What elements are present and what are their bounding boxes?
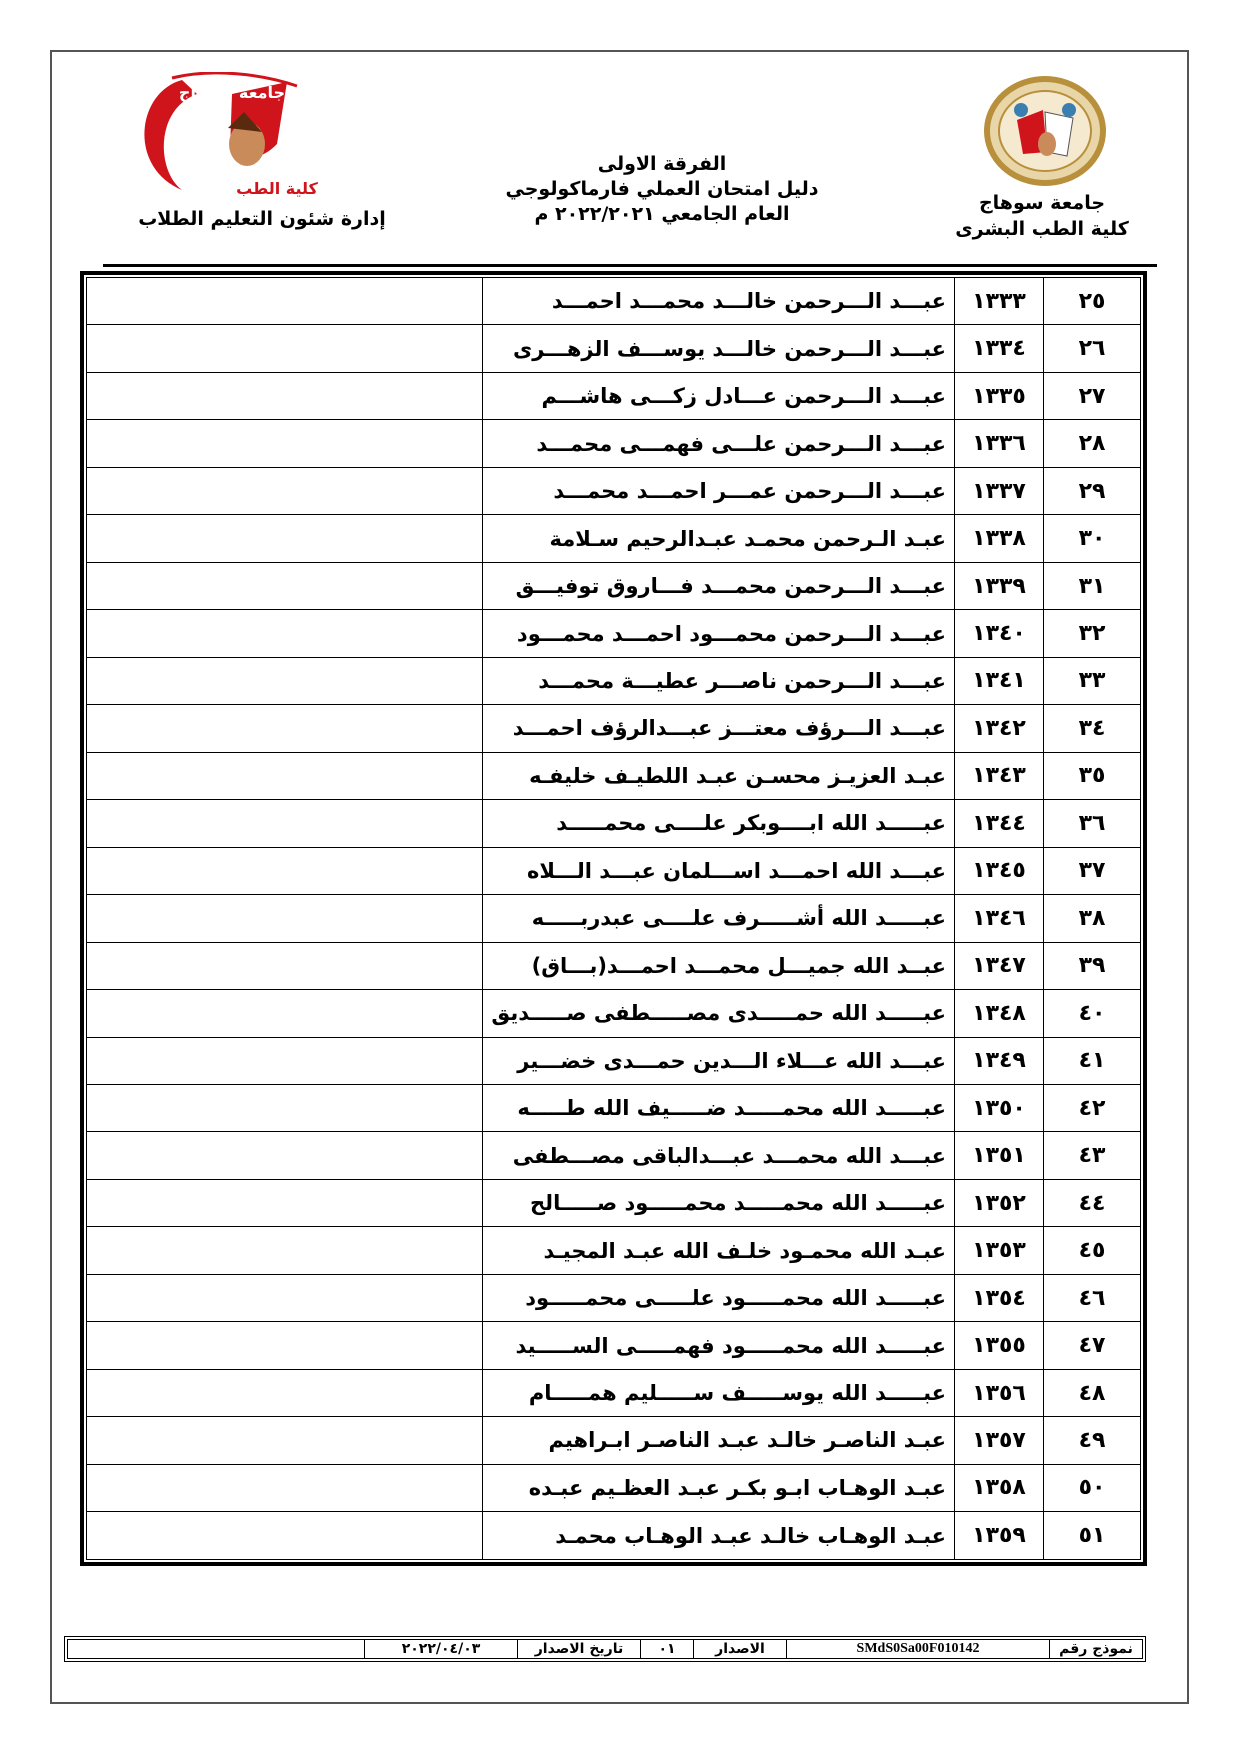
- table-row: [87, 1084, 1141, 1131]
- student-name: عبـــد الـــرحمن عمـــر احمـــد محمـــد: [483, 467, 955, 514]
- student-name: عبـــد الـــرحمن محمـــد فـــاروق توفيـــق: [483, 562, 955, 609]
- blank-cell: [87, 1084, 483, 1131]
- student-name: عبـــــد الله محمـــــد ضـــــيف الله طـــــه: [483, 1084, 955, 1131]
- blank-cell: [87, 420, 483, 467]
- blank-cell: [87, 990, 483, 1037]
- year-group: الفرقة الاولى: [597, 153, 727, 175]
- faculty-logo-text-top: جامعة سوهاج: [178, 83, 286, 102]
- table-row: [87, 657, 1141, 704]
- student-code: ١٣٥٣: [955, 1227, 1044, 1274]
- student-name: عبـــد الـــرؤف معتـــز عبـــدالرؤف احمـــد: [483, 705, 955, 752]
- row-index: ٤٤: [1044, 1179, 1141, 1226]
- edition-value: ٠١: [641, 1640, 694, 1659]
- document-header: [52, 52, 1187, 267]
- student-code: ١٣٥٦: [955, 1369, 1044, 1416]
- student-code: ١٣٥١: [955, 1132, 1044, 1179]
- row-index: ٥١: [1044, 1512, 1141, 1560]
- table-row: [87, 942, 1141, 989]
- row-index: ٣٢: [1044, 610, 1141, 657]
- header-divider: [103, 264, 1157, 267]
- student-name: عبـــــد الله يوســـــف ســـــليم همـــــام: [483, 1369, 955, 1416]
- student-name: عبـــــد الله أشـــــرف علــــى عبدربـــــه: [483, 895, 955, 942]
- table-row: [87, 1227, 1141, 1274]
- table-row: [87, 278, 1141, 325]
- row-index: ٤٠: [1044, 990, 1141, 1037]
- row-index: ٣٥: [1044, 752, 1141, 799]
- student-code: ١٣٣٣: [955, 278, 1044, 325]
- blank-cell: [87, 278, 483, 325]
- student-name: عبـــــد الله محمـــــود فهمـــــى الســـــيد: [483, 1322, 955, 1369]
- form-number-value: SMdS0Sa00F010142: [787, 1640, 1050, 1659]
- issue-date-label: تاريخ الاصدار: [518, 1640, 641, 1659]
- table-row: [87, 752, 1141, 799]
- student-name: عبـــد الـــرحمن ناصـــر عطيـــة محمـــد: [483, 657, 955, 704]
- row-index: ٣٤: [1044, 705, 1141, 752]
- blank-cell: [87, 895, 483, 942]
- student-code: ١٣٤٣: [955, 752, 1044, 799]
- student-name: عبـد الوهـاب ابـو بكـر عبـد العظـيم عبـده: [483, 1464, 955, 1511]
- blank-cell: [87, 562, 483, 609]
- table-row: [87, 705, 1141, 752]
- blank-cell: [87, 1132, 483, 1179]
- row-index: ٤١: [1044, 1037, 1141, 1084]
- blank-cell: [87, 942, 483, 989]
- student-code: ١٣٣٤: [955, 325, 1044, 372]
- table-row: [87, 562, 1141, 609]
- student-name: عبـــد الـــرحمن عـــادل زكـــى هاشـــم: [483, 372, 955, 419]
- student-code: ١٣٥٢: [955, 1179, 1044, 1226]
- student-code: ١٣٤١: [955, 657, 1044, 704]
- student-name: عبـد الله محمـود خلـف الله عبـد المجيـد: [483, 1227, 955, 1274]
- faculty-logo: [112, 72, 332, 202]
- student-code: ١٣٤٩: [955, 1037, 1044, 1084]
- row-index: ٣٧: [1044, 847, 1141, 894]
- student-code: ١٣٣٥: [955, 372, 1044, 419]
- student-name: عبـــد الله عـــلاء الـــدين حمـــدى خضـــير: [483, 1037, 955, 1084]
- document-title-block: [452, 152, 872, 227]
- student-code: ١٣٣٨: [955, 515, 1044, 562]
- student-name: عبـــــد الله حمـــــدى مصـــــطفى صـــــديق: [483, 990, 955, 1037]
- blank-cell: [87, 1417, 483, 1464]
- row-index: ٢٨: [1044, 420, 1141, 467]
- student-code: ١٣٤٧: [955, 942, 1044, 989]
- row-index: ٢٧: [1044, 372, 1141, 419]
- row-index: ٢٦: [1044, 325, 1141, 372]
- table-row: [87, 1369, 1141, 1416]
- student-name: عبـد العزيـز محسـن عبـد اللطيـف خليفـه: [483, 752, 955, 799]
- student-table-frame: [80, 271, 1147, 1566]
- student-code: ١٣٥٩: [955, 1512, 1044, 1560]
- row-index: ٥٠: [1044, 1464, 1141, 1511]
- row-index: ٣٨: [1044, 895, 1141, 942]
- table-row: [87, 372, 1141, 419]
- student-name: عبـــــد الله ابــــوبكر علــــى محمـــــد: [483, 800, 955, 847]
- blank-cell: [87, 1274, 483, 1321]
- row-index: ٤٦: [1044, 1274, 1141, 1321]
- student-name: عبـــد الله محمـــد عبـــدالباقى مصـــطفى: [483, 1132, 955, 1179]
- footer-table: [67, 1639, 1143, 1659]
- student-name: عبـد الـرحمن محمـد عبـدالرحيم سـلامة: [483, 515, 955, 562]
- student-code: ١٣٣٧: [955, 467, 1044, 514]
- blank-cell: [87, 705, 483, 752]
- blank-cell: [87, 610, 483, 657]
- blank-cell: [87, 1464, 483, 1511]
- student-code: ١٣٤٥: [955, 847, 1044, 894]
- form-number-label: نموذج رقم: [1050, 1640, 1143, 1659]
- blank-cell: [87, 1512, 483, 1560]
- student-name: عبـد الوهـاب خالـد عبـد الوهـاب محمـد: [483, 1512, 955, 1560]
- table-row: [87, 610, 1141, 657]
- document-footer: [64, 1636, 1146, 1662]
- blank-cell: [87, 1227, 483, 1274]
- blank-cell: [87, 800, 483, 847]
- table-row: [87, 847, 1141, 894]
- blank-cell: [87, 1369, 483, 1416]
- student-name: عبـــد الـــرحمن محمـــود احمـــد محمـــود: [483, 610, 955, 657]
- student-code: ١٣٥٨: [955, 1464, 1044, 1511]
- table-row: [87, 895, 1141, 942]
- row-index: ٤٣: [1044, 1132, 1141, 1179]
- student-name: عبـــد الـــرحمن خالـــد يوســـف الزهـــرى: [483, 325, 955, 372]
- student-code: ١٣٤٨: [955, 990, 1044, 1037]
- row-index: ٤٥: [1044, 1227, 1141, 1274]
- student-code: ١٣٥٥: [955, 1322, 1044, 1369]
- student-code: ١٣٤٠: [955, 610, 1044, 657]
- blank-cell: [87, 847, 483, 894]
- exam-title: دليل امتحان العملي فارماكولوجي: [505, 178, 819, 200]
- university-name: جامعة سوهاج: [978, 192, 1106, 214]
- student-code: ١٣٥٤: [955, 1274, 1044, 1321]
- row-index: ٣٩: [1044, 942, 1141, 989]
- table-row: [87, 1512, 1141, 1560]
- table-row: [87, 1464, 1141, 1511]
- row-index: ٤٧: [1044, 1322, 1141, 1369]
- table-row: [87, 515, 1141, 562]
- student-name: عبـــد الـــرحمن خالـــد محمـــد احمـــد: [483, 278, 955, 325]
- row-index: ٤٢: [1044, 1084, 1141, 1131]
- student-name: عبـــد الله احمـــد اســـلمان عبـــد الـــلاه: [483, 847, 955, 894]
- institution-caption: [937, 190, 1147, 242]
- blank-cell: [87, 325, 483, 372]
- row-index: ٢٥: [1044, 278, 1141, 325]
- blank-cell: [87, 1037, 483, 1084]
- blank-cell: [87, 515, 483, 562]
- table-row: [87, 1274, 1141, 1321]
- faculty-name: كلية الطب البشرى: [955, 218, 1129, 240]
- student-table: [86, 277, 1141, 1560]
- blank-cell: [87, 1179, 483, 1226]
- table-row: [87, 990, 1141, 1037]
- table-row: [87, 1132, 1141, 1179]
- student-code: ١٣٤٦: [955, 895, 1044, 942]
- row-index: ٤٩: [1044, 1417, 1141, 1464]
- student-name: عبــد الله جميـــل محمـــد احمـــد(بـــاق): [483, 942, 955, 989]
- table-row: [87, 1322, 1141, 1369]
- student-table-body: [87, 278, 1141, 1560]
- student-name: عبـــــد الله محمـــــود علـــــى محمـــــود: [483, 1274, 955, 1321]
- student-name: عبـد الناصـر خالـد عبـد الناصـر ابـراهيم: [483, 1417, 955, 1464]
- table-row: [87, 1417, 1141, 1464]
- row-index: ٣٣: [1044, 657, 1141, 704]
- academic-year: العام الجامعي ٢٠٢٢/٢٠٢١ م: [534, 203, 790, 225]
- blank-cell: [87, 1322, 483, 1369]
- student-code: ١٣٥٠: [955, 1084, 1044, 1131]
- row-index: ٤٨: [1044, 1369, 1141, 1416]
- department-name: إدارة شئون التعليم الطلاب: [138, 208, 386, 230]
- table-row: [87, 800, 1141, 847]
- table-row: [87, 467, 1141, 514]
- footer-blank-cell: [68, 1640, 365, 1659]
- row-index: ٣٦: [1044, 800, 1141, 847]
- row-index: ٣١: [1044, 562, 1141, 609]
- table-row: [87, 1037, 1141, 1084]
- student-code: ١٣٣٩: [955, 562, 1044, 609]
- blank-cell: [87, 657, 483, 704]
- student-name: عبـــد الـــرحمن علـــى فهمـــى محمـــد: [483, 420, 955, 467]
- edition-label: الاصدار: [694, 1640, 787, 1659]
- student-code: ١٣٤٤: [955, 800, 1044, 847]
- student-name: عبـــــد الله محمـــــد محمـــــود صـــــالح: [483, 1179, 955, 1226]
- student-code: ١٣٤٢: [955, 705, 1044, 752]
- table-row: [87, 1179, 1141, 1226]
- blank-cell: [87, 372, 483, 419]
- blank-cell: [87, 752, 483, 799]
- row-index: ٣٠: [1044, 515, 1141, 562]
- table-row: [87, 325, 1141, 372]
- table-row: [87, 420, 1141, 467]
- student-code: ١٣٣٦: [955, 420, 1044, 467]
- issue-date-value: ٢٠٢٢/٠٤/٠٣: [365, 1640, 518, 1659]
- blank-cell: [87, 467, 483, 514]
- university-seal: [983, 74, 1107, 188]
- faculty-logo-text-bottom: كلية الطب: [236, 179, 318, 198]
- student-code: ١٣٥٧: [955, 1417, 1044, 1464]
- row-index: ٢٩: [1044, 467, 1141, 514]
